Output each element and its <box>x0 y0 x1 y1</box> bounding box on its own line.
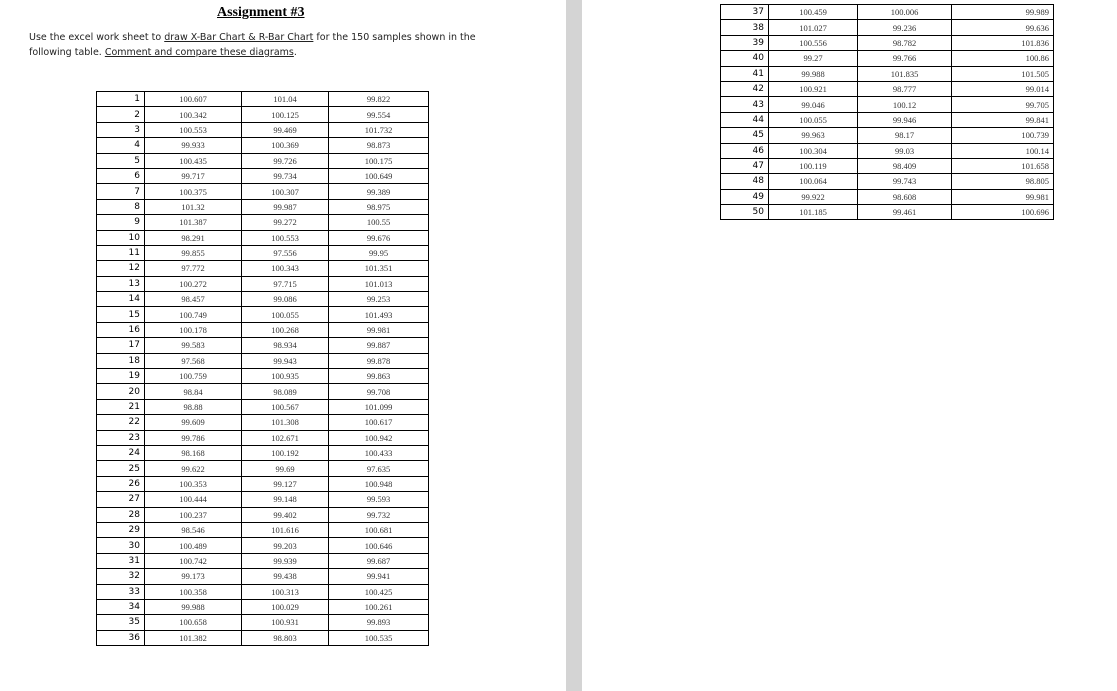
sample-index-cell: 29 <box>97 522 145 537</box>
table-row <box>97 553 429 568</box>
sample-value-cell: 99.03 <box>858 143 952 158</box>
sample-value-cell: 98.88 <box>145 399 242 414</box>
sample-value-cell: 99.922 <box>769 189 858 204</box>
sample-value-cell: 99.822 <box>329 92 429 107</box>
sample-value-cell: 99.989 <box>952 5 1054 20</box>
sample-value-cell: 101.382 <box>145 630 242 645</box>
sample-value-cell: 100.617 <box>329 415 429 430</box>
sample-index-cell: 48 <box>721 174 769 189</box>
sample-value-cell: 99.963 <box>769 128 858 143</box>
sample-value-cell: 100.489 <box>145 538 242 553</box>
sample-value-cell: 99.726 <box>242 153 329 168</box>
sample-value-cell: 100.435 <box>145 153 242 168</box>
samples-table-right <box>720 4 1054 220</box>
sample-value-cell: 99.988 <box>145 599 242 614</box>
sample-value-cell: 99.676 <box>329 230 429 245</box>
table-row <box>97 245 429 260</box>
table-row <box>97 168 429 183</box>
sample-value-cell: 99.878 <box>329 353 429 368</box>
sample-index-cell: 6 <box>97 168 145 183</box>
instructions-text-2: for the 150 samples shown in the following table. <box>29 32 476 58</box>
table-row <box>97 538 429 553</box>
sample-value-cell: 100.942 <box>329 430 429 445</box>
sample-value-cell: 97.556 <box>242 245 329 260</box>
sample-value-cell: 100.931 <box>242 615 329 630</box>
table-row <box>97 599 429 614</box>
sample-value-cell: 99.236 <box>858 20 952 35</box>
table-row <box>97 492 429 507</box>
sample-value-cell: 101.013 <box>329 276 429 291</box>
sample-value-cell: 99.086 <box>242 292 329 307</box>
sample-value-cell: 99.946 <box>858 112 952 127</box>
table-row <box>97 276 429 291</box>
sample-value-cell: 100.055 <box>769 112 858 127</box>
sample-value-cell: 98.934 <box>242 338 329 353</box>
sample-value-cell: 100.353 <box>145 476 242 491</box>
table-row <box>721 20 1054 35</box>
sample-value-cell: 99.893 <box>329 615 429 630</box>
sample-value-cell: 100.86 <box>952 51 1054 66</box>
table-row <box>97 569 429 584</box>
table-row <box>97 292 429 307</box>
sample-value-cell: 101.493 <box>329 307 429 322</box>
sample-value-cell: 100.921 <box>769 81 858 96</box>
sample-value-cell: 99.743 <box>858 174 952 189</box>
sample-value-cell: 99.933 <box>145 138 242 153</box>
sample-value-cell: 100.739 <box>952 128 1054 143</box>
table-row <box>97 307 429 322</box>
table-row <box>97 107 429 122</box>
sample-value-cell: 99.69 <box>242 461 329 476</box>
sample-value-cell: 100.178 <box>145 322 242 337</box>
table-row <box>721 51 1054 66</box>
table-row <box>721 128 1054 143</box>
samples-table-left <box>96 91 429 646</box>
sample-value-cell: 98.805 <box>952 174 1054 189</box>
sample-value-cell: 100.237 <box>145 507 242 522</box>
sample-value-cell: 100.125 <box>242 107 329 122</box>
table-row <box>97 138 429 153</box>
sample-value-cell: 100.681 <box>329 522 429 537</box>
sample-value-cell: 99.734 <box>242 168 329 183</box>
sample-value-cell: 100.556 <box>769 35 858 50</box>
sample-value-cell: 100.369 <box>242 138 329 153</box>
sample-index-cell: 24 <box>97 445 145 460</box>
table-row <box>97 92 429 107</box>
table-row <box>721 81 1054 96</box>
sample-value-cell: 100.553 <box>242 230 329 245</box>
table-row <box>97 399 429 414</box>
sample-value-cell: 101.732 <box>329 122 429 137</box>
sample-value-cell: 99.981 <box>329 322 429 337</box>
sample-value-cell: 99.148 <box>242 492 329 507</box>
sample-index-cell: 49 <box>721 189 769 204</box>
sample-value-cell: 100.567 <box>242 399 329 414</box>
sample-index-cell: 50 <box>721 205 769 220</box>
table-row <box>97 430 429 445</box>
sample-value-cell: 100.14 <box>952 143 1054 158</box>
table-row <box>721 143 1054 158</box>
sample-value-cell: 97.772 <box>145 261 242 276</box>
sample-value-cell: 98.168 <box>145 445 242 460</box>
table-row <box>97 184 429 199</box>
sample-value-cell: 100.064 <box>769 174 858 189</box>
sample-value-cell: 99.469 <box>242 122 329 137</box>
table-row <box>721 112 1054 127</box>
sample-value-cell: 100.696 <box>952 205 1054 220</box>
sample-index-cell: 13 <box>97 276 145 291</box>
sample-value-cell: 100.535 <box>329 630 429 645</box>
sample-value-cell: 100.12 <box>858 97 952 112</box>
page-gutter <box>566 0 582 691</box>
sample-value-cell: 101.505 <box>952 66 1054 81</box>
sample-index-cell: 25 <box>97 461 145 476</box>
sample-value-cell: 98.457 <box>145 292 242 307</box>
sample-value-cell: 99.943 <box>242 353 329 368</box>
sample-value-cell: 100.742 <box>145 553 242 568</box>
document-title: Assignment #3 <box>217 5 305 20</box>
sample-index-cell: 46 <box>721 143 769 158</box>
sample-index-cell: 1 <box>97 92 145 107</box>
table-row <box>97 461 429 476</box>
sample-value-cell: 100.268 <box>242 322 329 337</box>
sample-index-cell: 8 <box>97 199 145 214</box>
sample-index-cell: 45 <box>721 128 769 143</box>
sample-value-cell: 101.616 <box>242 522 329 537</box>
sample-index-cell: 34 <box>97 599 145 614</box>
sample-value-cell: 99.988 <box>769 66 858 81</box>
sample-value-cell: 99.887 <box>329 338 429 353</box>
sample-value-cell: 101.835 <box>858 66 952 81</box>
sample-value-cell: 99.253 <box>329 292 429 307</box>
table-row <box>721 158 1054 173</box>
sample-value-cell: 99.402 <box>242 507 329 522</box>
sample-value-cell: 99.203 <box>242 538 329 553</box>
sample-value-cell: 99.438 <box>242 569 329 584</box>
sample-value-cell: 99.27 <box>769 51 858 66</box>
sample-value-cell: 100.313 <box>242 584 329 599</box>
sample-index-cell: 33 <box>97 584 145 599</box>
sample-value-cell: 99.173 <box>145 569 242 584</box>
sample-value-cell: 100.55 <box>329 215 429 230</box>
sample-value-cell: 99.939 <box>242 553 329 568</box>
table-row <box>97 338 429 353</box>
table-row <box>97 199 429 214</box>
table-row <box>97 522 429 537</box>
table-row <box>97 384 429 399</box>
sample-index-cell: 30 <box>97 538 145 553</box>
sample-value-cell: 97.568 <box>145 353 242 368</box>
sample-value-cell: 101.836 <box>952 35 1054 50</box>
sample-index-cell: 42 <box>721 81 769 96</box>
sample-value-cell: 100.425 <box>329 584 429 599</box>
sample-index-cell: 14 <box>97 292 145 307</box>
table-row <box>97 584 429 599</box>
sample-value-cell: 99.583 <box>145 338 242 353</box>
sample-value-cell: 100.192 <box>242 445 329 460</box>
sample-value-cell: 100.935 <box>242 369 329 384</box>
sample-index-cell: 27 <box>97 492 145 507</box>
table-row <box>97 445 429 460</box>
sample-value-cell: 101.185 <box>769 205 858 220</box>
sample-value-cell: 99.708 <box>329 384 429 399</box>
sample-index-cell: 15 <box>97 307 145 322</box>
table-row <box>721 5 1054 20</box>
sample-value-cell: 98.777 <box>858 81 952 96</box>
table-row <box>97 353 429 368</box>
sample-index-cell: 12 <box>97 261 145 276</box>
sample-index-cell: 35 <box>97 615 145 630</box>
sample-value-cell: 98.873 <box>329 138 429 153</box>
sample-value-cell: 100.433 <box>329 445 429 460</box>
sample-value-cell: 98.975 <box>329 199 429 214</box>
sample-value-cell: 99.786 <box>145 430 242 445</box>
instructions-paragraph <box>29 30 509 60</box>
table-row <box>721 174 1054 189</box>
table-row <box>97 261 429 276</box>
sample-value-cell: 98.84 <box>145 384 242 399</box>
sample-value-cell: 98.089 <box>242 384 329 399</box>
sample-value-cell: 100.006 <box>858 5 952 20</box>
sample-value-cell: 100.459 <box>769 5 858 20</box>
sample-index-cell: 28 <box>97 507 145 522</box>
sample-value-cell: 99.014 <box>952 81 1054 96</box>
sample-index-cell: 11 <box>97 245 145 260</box>
sample-value-cell: 100.749 <box>145 307 242 322</box>
sample-value-cell: 100.342 <box>145 107 242 122</box>
sample-value-cell: 101.099 <box>329 399 429 414</box>
sample-value-cell: 99.95 <box>329 245 429 260</box>
table-row <box>97 507 429 522</box>
sample-value-cell: 101.04 <box>242 92 329 107</box>
sample-index-cell: 17 <box>97 338 145 353</box>
sample-index-cell: 2 <box>97 107 145 122</box>
sample-value-cell: 100.375 <box>145 184 242 199</box>
instructions-link-compare: Comment and compare these diagrams <box>104 47 294 58</box>
sample-value-cell: 98.17 <box>858 128 952 143</box>
instructions-link-charts: draw X-Bar Chart & R-Bar Chart <box>164 32 314 43</box>
sample-value-cell: 100.658 <box>145 615 242 630</box>
sample-value-cell: 100.553 <box>145 122 242 137</box>
sample-value-cell: 99.855 <box>145 245 242 260</box>
sample-index-cell: 16 <box>97 322 145 337</box>
table-row <box>97 215 429 230</box>
sample-index-cell: 26 <box>97 476 145 491</box>
sample-index-cell: 41 <box>721 66 769 81</box>
sample-index-cell: 40 <box>721 51 769 66</box>
sample-value-cell: 100.175 <box>329 153 429 168</box>
sample-value-cell: 98.608 <box>858 189 952 204</box>
sample-index-cell: 18 <box>97 353 145 368</box>
sample-value-cell: 99.717 <box>145 168 242 183</box>
sample-value-cell: 99.987 <box>242 199 329 214</box>
table-row <box>97 615 429 630</box>
table-row <box>97 230 429 245</box>
sample-value-cell: 100.261 <box>329 599 429 614</box>
sample-index-cell: 7 <box>97 184 145 199</box>
sample-value-cell: 99.766 <box>858 51 952 66</box>
sample-value-cell: 99.622 <box>145 461 242 476</box>
table-row <box>721 189 1054 204</box>
sample-value-cell: 100.607 <box>145 92 242 107</box>
sample-value-cell: 99.981 <box>952 189 1054 204</box>
sample-value-cell: 100.307 <box>242 184 329 199</box>
sample-index-cell: 47 <box>721 158 769 173</box>
table-row <box>721 205 1054 220</box>
sample-value-cell: 100.444 <box>145 492 242 507</box>
sample-value-cell: 99.127 <box>242 476 329 491</box>
instructions-text-1: Use the excel work sheet to <box>29 32 165 43</box>
sample-value-cell: 97.715 <box>242 276 329 291</box>
table-row <box>721 35 1054 50</box>
sample-value-cell: 99.941 <box>329 569 429 584</box>
sample-index-cell: 44 <box>721 112 769 127</box>
sample-index-cell: 21 <box>97 399 145 414</box>
table-row <box>97 415 429 430</box>
sample-index-cell: 38 <box>721 20 769 35</box>
sample-value-cell: 100.304 <box>769 143 858 158</box>
sample-value-cell: 101.32 <box>145 199 242 214</box>
sample-index-cell: 9 <box>97 215 145 230</box>
sample-value-cell: 97.635 <box>329 461 429 476</box>
table-row <box>97 630 429 645</box>
sample-value-cell: 100.948 <box>329 476 429 491</box>
sample-value-cell: 99.461 <box>858 205 952 220</box>
sample-index-cell: 36 <box>97 630 145 645</box>
sample-value-cell: 99.046 <box>769 97 858 112</box>
sample-value-cell: 100.646 <box>329 538 429 553</box>
sample-value-cell: 101.387 <box>145 215 242 230</box>
sample-value-cell: 101.308 <box>242 415 329 430</box>
sample-index-cell: 20 <box>97 384 145 399</box>
sample-value-cell: 101.658 <box>952 158 1054 173</box>
table-row <box>97 322 429 337</box>
sample-value-cell: 101.027 <box>769 20 858 35</box>
sample-value-cell: 98.409 <box>858 158 952 173</box>
sample-index-cell: 37 <box>721 5 769 20</box>
sample-value-cell: 99.389 <box>329 184 429 199</box>
table-row <box>97 153 429 168</box>
sample-value-cell: 100.029 <box>242 599 329 614</box>
sample-value-cell: 99.593 <box>329 492 429 507</box>
sample-value-cell: 99.732 <box>329 507 429 522</box>
sample-value-cell: 100.055 <box>242 307 329 322</box>
instructions-text-3: . <box>293 47 297 58</box>
table-row <box>97 122 429 137</box>
sample-value-cell: 98.291 <box>145 230 242 245</box>
sample-index-cell: 4 <box>97 138 145 153</box>
sample-value-cell: 100.649 <box>329 168 429 183</box>
sample-value-cell: 98.546 <box>145 522 242 537</box>
sample-value-cell: 101.351 <box>329 261 429 276</box>
sample-index-cell: 5 <box>97 153 145 168</box>
sample-index-cell: 19 <box>97 369 145 384</box>
sample-value-cell: 98.782 <box>858 35 952 50</box>
sample-value-cell: 99.863 <box>329 369 429 384</box>
table-row <box>97 369 429 384</box>
sample-index-cell: 22 <box>97 415 145 430</box>
sample-value-cell: 99.687 <box>329 553 429 568</box>
sample-value-cell: 99.554 <box>329 107 429 122</box>
table-row <box>721 97 1054 112</box>
sample-index-cell: 3 <box>97 122 145 137</box>
table-row <box>721 66 1054 81</box>
sample-index-cell: 31 <box>97 553 145 568</box>
sample-index-cell: 39 <box>721 35 769 50</box>
sample-value-cell: 100.759 <box>145 369 242 384</box>
sample-value-cell: 99.636 <box>952 20 1054 35</box>
sample-index-cell: 23 <box>97 430 145 445</box>
sample-value-cell: 98.803 <box>242 630 329 645</box>
sample-value-cell: 102.671 <box>242 430 329 445</box>
sample-value-cell: 99.841 <box>952 112 1054 127</box>
sample-value-cell: 99.272 <box>242 215 329 230</box>
sample-value-cell: 99.705 <box>952 97 1054 112</box>
sample-index-cell: 43 <box>721 97 769 112</box>
sample-value-cell: 100.272 <box>145 276 242 291</box>
table-row <box>97 476 429 491</box>
sample-index-cell: 10 <box>97 230 145 245</box>
sample-value-cell: 99.609 <box>145 415 242 430</box>
sample-value-cell: 100.119 <box>769 158 858 173</box>
sample-value-cell: 100.343 <box>242 261 329 276</box>
sample-value-cell: 100.358 <box>145 584 242 599</box>
sample-index-cell: 32 <box>97 569 145 584</box>
